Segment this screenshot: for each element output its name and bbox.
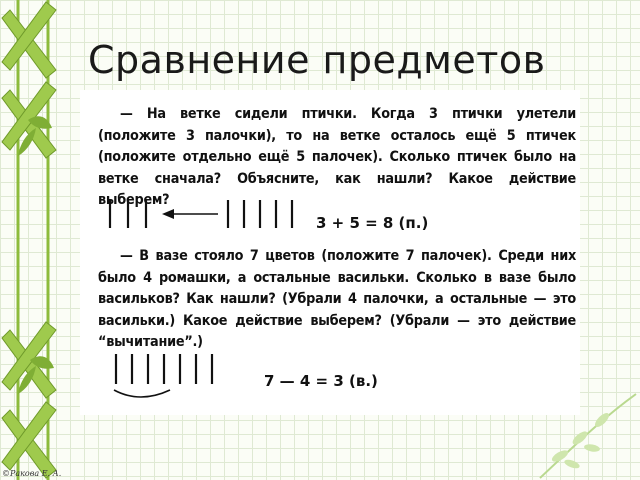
copyright-text: ©Ракова Е. А. [2,469,62,478]
grouping-arc [114,390,170,397]
formula-subtraction: 7 — 4 = 3 (в.) [264,372,378,390]
task-1-text: — На ветке сидели птички. Когда 3 птички улетели (положите 3 палочки), то на ветке осталось ещё 5 птичек (положите отдельно ещё 5 палочек). Сколько птичек было на ветке сначала? Объясните, как нашли? Какое действие выберем? [98,106,576,208]
task-2-text: — В вазе стояло 7 цветов (положите 7 палочек). Среди них было 4 ромашки, а остальные васильки. Сколько в вазе было васильков? Как нашли? (Убрали 4 палочки, а остальные — это васильки.) Какое действие выберем? (Убрали — это действие “вычитание”.) [98,248,576,350]
sticks-diagram-addition [106,198,296,230]
ribbon-border-decoration [0,0,70,480]
textbook-page [80,90,580,415]
page-title: Сравнение предметов [88,38,546,82]
arrow-left-icon [162,209,218,219]
sticks-diagram-subtraction [110,352,250,402]
formula-addition: 3 + 5 = 8 (п.) [316,214,429,232]
